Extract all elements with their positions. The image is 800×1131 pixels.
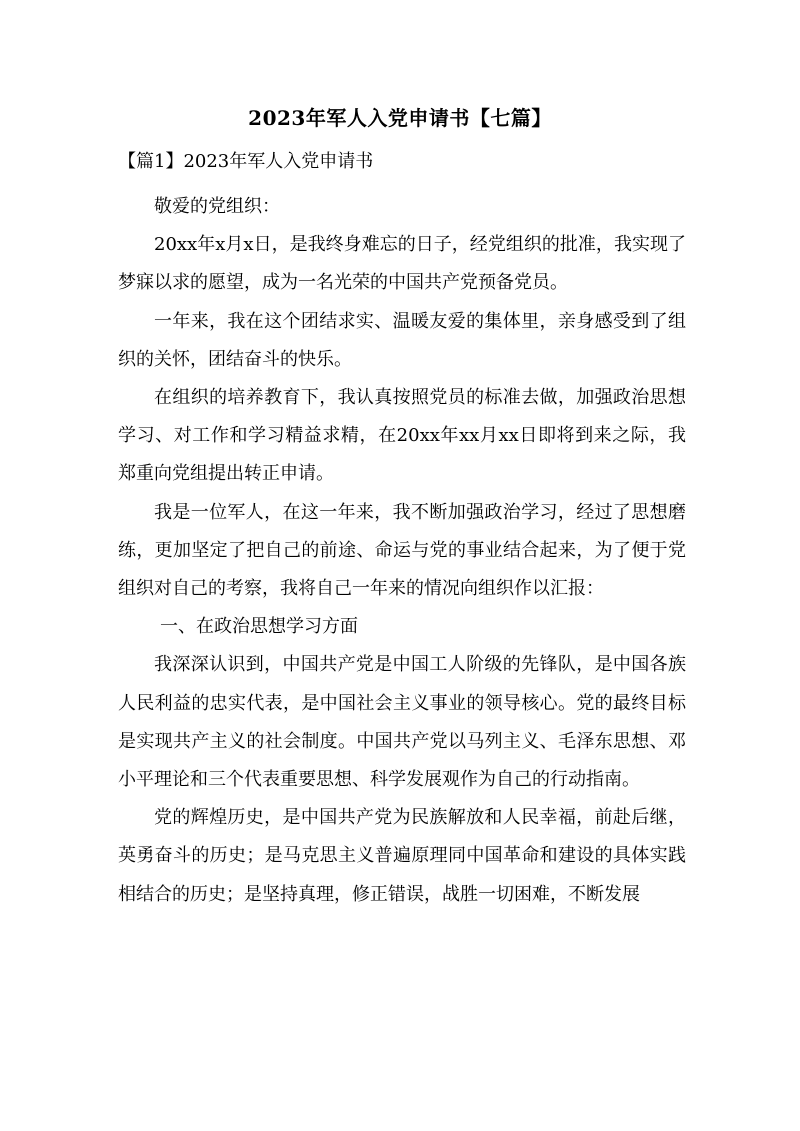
chapter-heading: 【篇1】2023年军人入党申请书: [118, 151, 374, 172]
paragraph: 在组织的培养教育下，我认真按照党员的标准去做，加强政治思想学习、对工作和学习精益求精，在20xx年xx月xx日即将到来之际，我郑重向党组提出转正申请。: [118, 387, 686, 485]
document-title: 2023年军人入党申请书【七篇】: [248, 106, 552, 130]
paragraph: 我深深认识到，中国共产党是中国工人阶级的先锋队，是中国各族人民利益的忠实代表，是中国社会主义事业的领导核心。党的最终目标是实现共产主义的社会制度。中国共产党以马列主义、毛泽东思想、邓小平理论和三个代表重要思想、科学发展观作为自己的行动指南。: [118, 654, 686, 791]
document-body: [118, 188, 686, 914]
section-heading: 一、在政治思想学习方面: [160, 616, 358, 638]
paragraph: 20xx年x月x日，是我终身难忘的日子，经党组织的批准，我实现了梦寐以求的愿望，成为一名光荣的中国共产党预备党员。: [118, 234, 686, 294]
salutation: 敬爱的党组织：: [154, 196, 280, 217]
paragraph: 我是一位军人，在这一年来，我不断加强政治学习，经过了思想磨练，更加坚定了把自己的前途、命运与党的事业结合起来，为了便于党组织对自己的考察，我将自己一年来的情况向组织作以汇报：: [118, 501, 686, 600]
paragraph: 党的辉煌历史，是中国共产党为民族解放和人民幸福，前赴后继，英勇奋斗的历史；是马克思主义普遍原理同中国革命和建设的具体实践相结合的历史；是坚持真理，修正错误，战胜一切困难，不断发展: [118, 807, 686, 905]
paragraph: 一年来，我在这个团结求实、温暖友爱的集体里，亲身感受到了组织的关怀，团结奋斗的快乐。: [118, 310, 686, 370]
